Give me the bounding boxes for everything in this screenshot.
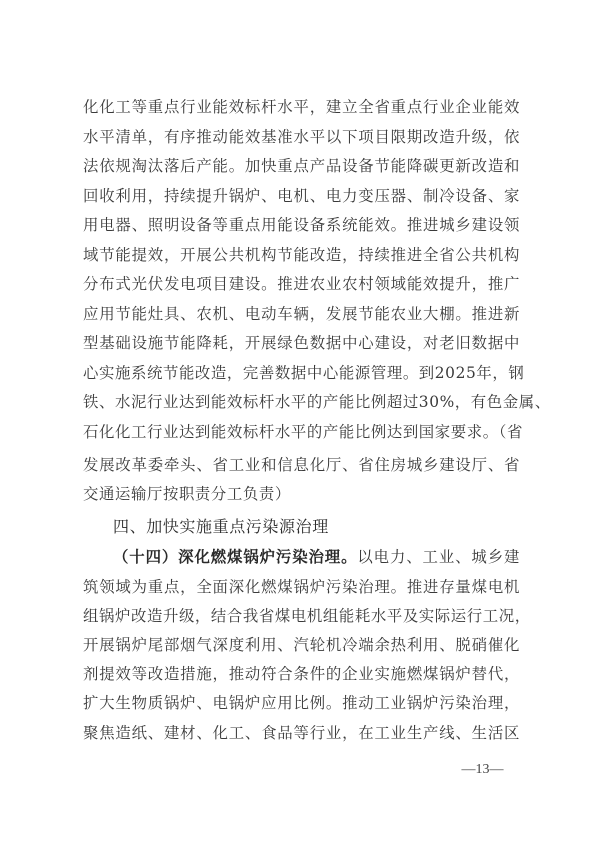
body-text-line: 心实施系统节能改造，完善数据中心能源管理。到2025年，钢 <box>83 363 525 382</box>
body-text-line: 扩大生物质锅炉、电锅炉应用比例。推动工业锅炉污染治理， <box>83 694 520 712</box>
body-text-line: 交通运输厅按职责分工负责） <box>83 485 291 503</box>
body-text-line: 回收利用，持续提升锅炉、电机、电力变压器、制冷设备、家 <box>83 186 520 205</box>
body-text-line: 石化化工行业达到能效标杆水平的产能比例达到国家要求。（省 <box>83 422 524 441</box>
body-text-line: 聚焦造纸、建材、化工、食品等行业，在工业生产线、生活区 <box>83 724 520 742</box>
body-text-line: 型基础设施节能降耗，开展绿色数据中心建设，对老旧数据中 <box>83 334 520 352</box>
body-text-line: 化化工等重点行业能效标杆水平，建立全省重点行业企业能效 <box>83 98 520 116</box>
body-text-line: 法依规淘汰落后产能。加快重点产品设备节能降碳更新改造和 <box>83 157 520 175</box>
body-text-line: 水平清单，有序推动能效基准水平以下项目限期改造升级，依 <box>83 127 520 146</box>
body-text-line: 开展锅炉尾部烟气深度利用、汽轮机冷端余热利用、脱硝催化 <box>83 636 520 654</box>
body-text-line: 剂提效等改造措施，推动符合条件的企业实施燃煤锅炉替代， <box>83 665 520 683</box>
subsection-first-line <box>113 545 520 569</box>
body-text-line: 发展改革委牵头、省工业和信息化厅、省住房城乡建设厅、省 <box>83 456 520 474</box>
body-text-line: 筑领域为重点，全面深化燃煤锅炉污染治理。推进存量煤电机 <box>83 578 520 596</box>
subsection-first-line-text: 以电力、工业、城乡建 <box>357 548 520 566</box>
page-number: —13— <box>461 762 504 777</box>
body-text-line: 铁、水泥行业达到能效标杆水平的产能比例超过30%，有色金属、 <box>83 393 551 411</box>
section-heading: 四、加快实施重点污染源治理 <box>113 517 329 536</box>
body-text-line: 用电器、照明设备等重点用能设备系统能效。推进城乡建设领 <box>83 216 520 234</box>
body-text-line: 分布式光伏发电项目建设。推进农业农村领域能效提升，推广 <box>83 275 520 293</box>
subsection-title: （十四）深化燃煤锅炉污染治理。 <box>113 548 358 566</box>
body-text-line: 组锅炉改造升级，结合我省煤电机组能耗水平及实际运行工况， <box>83 606 531 625</box>
body-text-line: 域节能提效，开展公共机构节能改造，持续推进全省公共机构 <box>83 245 520 264</box>
body-text-line: 应用节能灶具、农机、电动车辆，发展节能农业大棚。推进新 <box>83 304 520 323</box>
